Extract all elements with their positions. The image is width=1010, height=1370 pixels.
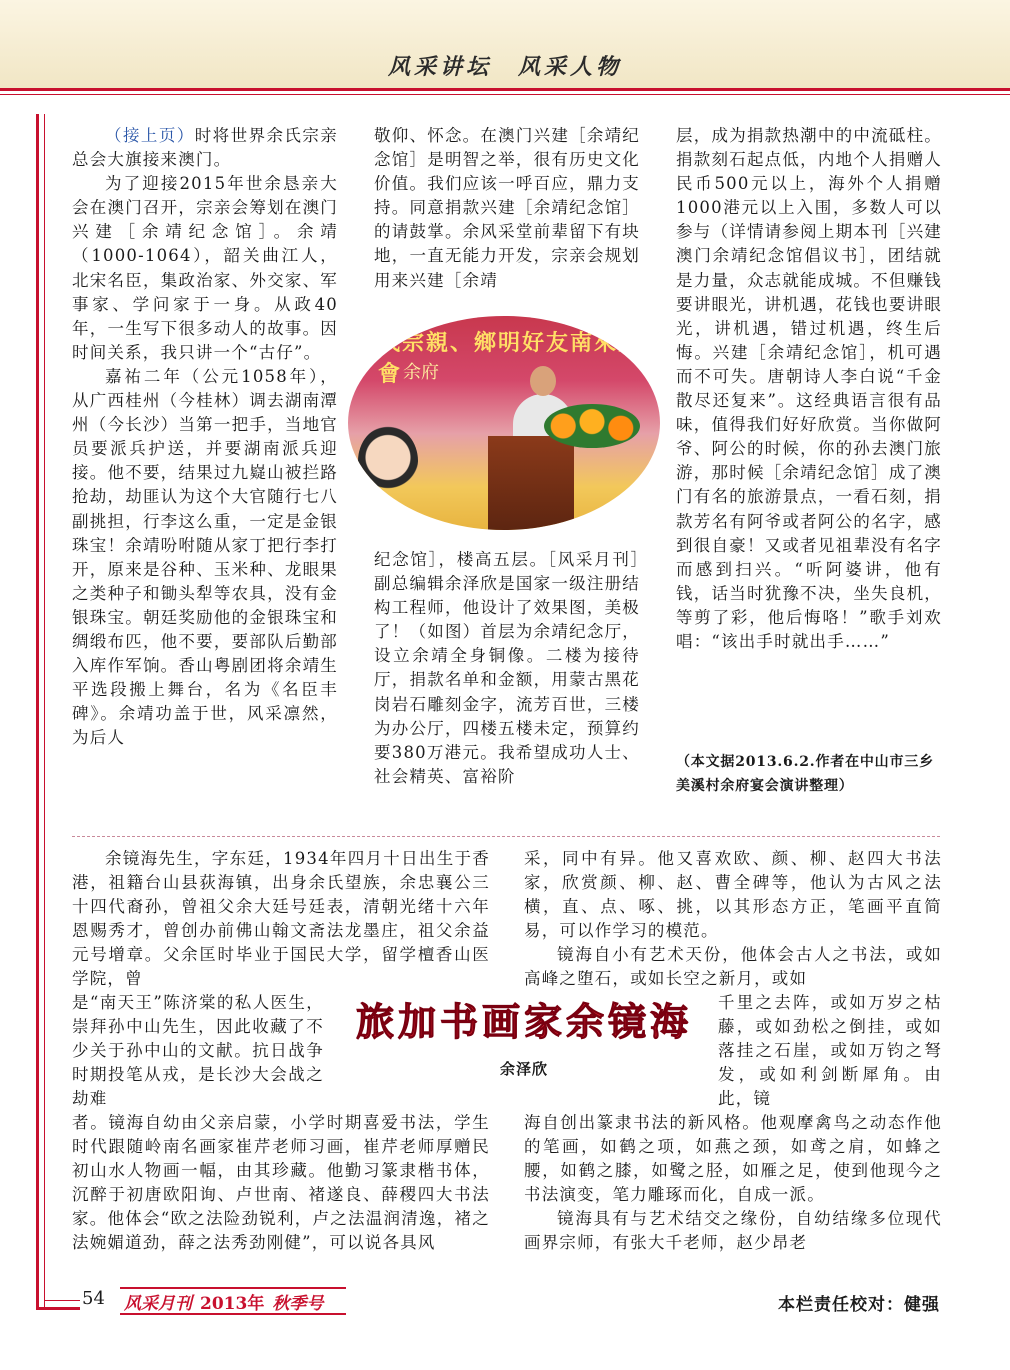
paragraph: 镜海自小有艺术天份，他体会古人之书法，或如高峰之堕石，或如长空之新月，或如 bbox=[524, 945, 942, 989]
article1-citation: （本文据2013.6.2.作者在中山市三乡美溪村余府宴会演讲整理） bbox=[676, 754, 934, 794]
article2-author: 余泽欣 bbox=[499, 1060, 548, 1078]
article2-title: 旅加书画家余镜海 bbox=[355, 998, 692, 1044]
paragraph: 余镜海先生，字东廷，1934年四月十日出生于香港，祖籍台山县荻海镇，出身余氏望族，余忠襄公三十四代裔孙，曾祖父余大廷号廷表，清朝光绪十六年恩赐秀才，曾创办前佛山翰文斋法龙墨庄，祖父余益元号增章。父余匡时毕业于国民大学，留学檀香山医学院，曾 bbox=[72, 849, 490, 989]
article2-left-narrow bbox=[72, 991, 324, 1111]
paragraph: 是“南天王”陈济棠的私人医生，崇拜孙中山先生，因此收藏了不少关于孙中山的文献。抗日战争时期投笔从戎，是长沙大会战之劫难 bbox=[72, 993, 324, 1109]
paragraph: 海自创出篆隶书法的新风格。他观摩禽鸟之动态作他的笔画，如鹤之项，如燕之颈，如鸢之肩，如蜂之腰，如鹤之膝，如鹭之胫，如雁之足，使到他现今之书法演变，笔力雕琢而化，自成一派。 bbox=[524, 1113, 942, 1205]
frame-line bbox=[36, 114, 39, 1310]
paragraph: 敬仰、怀念。在澳门兴建［余靖纪念馆］是明智之举，很有历史文化价值。我们应该一呼百应，鼎力支持。同意捐款兴建［余靖纪念馆］的请鼓掌。余风采堂前辈留下有块地，一直无能力开发，宗亲会规划用来兴建［余靖 bbox=[374, 126, 640, 290]
header-rule bbox=[0, 88, 1010, 91]
paragraph: 时将世界余氏宗亲总会大旗接来澳门。 bbox=[72, 126, 339, 170]
article2-title-box bbox=[338, 988, 710, 1048]
paragraph: 纪念馆］，楼高五层。［风采月刊］副总编辑余泽欣是国家一级注册结构工程师，他设计了效果图，美极了！（如图）首层为余靖纪念厅，设立余靖全身铜像。二楼为接待厅，捐款名单和金额，用蒙古黑花岗岩石雕刻金字，流芳百世，三楼为办公厅，四楼五楼未定，预算约要380万港元。我希望成功人士、社会精英、富裕阶 bbox=[374, 550, 640, 786]
photo-child-figure bbox=[358, 426, 418, 496]
article1-column-2-top bbox=[374, 124, 640, 293]
photo-speaker-head bbox=[530, 366, 556, 396]
paragraph: 采，同中有异。他又喜欢欧、颜、柳、赵四大书法家，欣赏颜、柳、赵、曹全碑等，他认为古风之法横，直、点、啄、挑，以其形态方正，笔画平直简易，可以作学习的模范。 bbox=[524, 849, 942, 941]
page-number: 54 bbox=[82, 1288, 105, 1309]
paragraph: 层，成为捐款热潮中的中流砥柱。捐款刻石起点低，内地个人捐赠人民币500元以上，海外个人捐赠1000港元以上入围，多数人可以参与（详情请参阅上期本刊［兴建澳门余靖纪念馆倡议书］，团结就是力量，众志就能成城。不但赚钱要讲眼光，讲机遇，花钱也要讲眼光，讲机遇，错过机遇，终生后悔。兴建［余靖纪念馆］，机可遇而不可失。唐朝诗人李白说“千金散尽还复来”。这经典语言很有品味，值得我们好好欣赏。当你做阿爷、阿公的时候，你的孙去澳门旅游，那时候［余靖纪念馆］成了澳门有名的旅游景点，一看石刻，捐款芳名有阿爷或者阿公的名字，感到很自豪！又或者见祖辈没有名字而感到扫兴。“听阿婆讲，他有钱，话当时犹豫不决，坐失良机，等剪了彩，他后悔咯！”歌手刘欢唱：“该出手时就出手……” bbox=[676, 126, 942, 651]
article1-column-3 bbox=[676, 124, 942, 654]
paragraph: 镜海具有与艺术结交之缘份，自幼结缘多位现代画界宗师，有张大千老师，赵少昂老 bbox=[524, 1209, 942, 1253]
article-divider bbox=[72, 836, 940, 837]
frame-corner bbox=[36, 1307, 80, 1310]
article1-column-2-bottom bbox=[374, 548, 640, 789]
issue-year: 2013年 bbox=[200, 1293, 265, 1314]
article2-right-top bbox=[524, 847, 942, 992]
frame-corner-thin bbox=[44, 1300, 80, 1301]
magazine-name: 风采月刊 bbox=[124, 1293, 192, 1314]
proofreader-credit: 本栏责任校对：健强 bbox=[778, 1295, 940, 1315]
photo-sign-text: 余府 bbox=[403, 362, 439, 383]
issue-season: 秋季号 bbox=[272, 1293, 324, 1314]
article2-left-top bbox=[72, 847, 490, 992]
header-rule-thin bbox=[0, 94, 1010, 95]
article2-right-bottom bbox=[524, 1111, 942, 1256]
photo-flowers bbox=[544, 404, 640, 448]
section-header-title: 风采讲坛 风采人物 bbox=[387, 54, 622, 80]
article2-right-narrow bbox=[718, 991, 942, 1111]
photo-podium bbox=[488, 436, 574, 530]
paragraph: 为了迎接2015年世余恳亲大会在澳门召开，宗亲会筹划在澳门兴建［余靖纪念馆］。余靖（1000-1064），韶关曲江人，北宋名臣，集政治家、外交家、军事家、学问家于一身。从政40年，一生写下很多动人的故事。因时间关系，我只讲一个“古仔”。 bbox=[72, 174, 338, 362]
paragraph: 千里之去阵，或如万岁之枯藤，或如劲松之倒挂，或如落挂之石崖，或如万钧之弩发，或如利剑断犀角。由此，镜 bbox=[718, 993, 942, 1109]
paragraph: 嘉祐二年（公元1058年），从广西桂州（今桂林）调去湖南潭州（今长沙）当第一把手，当地官员要派兵护送，并要湖南派兵迎接。他不要，结果过九嶷山被拦路抢劫，劫匪认为这个大官随行七八副挑担，行李这么重，一定是金银珠宝！余靖吩咐随从家丁把行李打开，原来是谷种、玉米种、龙眼果之类种子和锄头犁等农具，没有金银珠宝。朝廷奖励他的金银珠宝和绸缎布匹，他不要，要部队后勤部入库作军饷。香山粤剧团将余靖生平选段搬上舞台，名为《名臣丰碑》。余靖功盖于世，风采凛然，为后人 bbox=[72, 366, 338, 748]
article2-left-bottom bbox=[72, 1111, 490, 1256]
footer-magazine-tag bbox=[120, 1287, 346, 1315]
photo-banner-text: 氏宗親、鄉明好友南來聚會 bbox=[378, 330, 643, 387]
paragraph: 者。镜海自幼由父亲启蒙，小学时期喜爱书法，学生时代跟随岭南名画家崔芹老师习画，崔芹老师厚赠民初山水人物画一幅，由其珍藏。他勤习篆隶楷书体，沉醉于初唐欧阳询、卢世南、褚遂良、薛稷四大书法家。他体会“欧之法险劲锐利，卢之法温润清逸，褚之法婉媚道劲，薛之法秀劲刚健”，可以说各具风 bbox=[72, 1113, 490, 1253]
continued-label: （接上页） bbox=[105, 126, 195, 145]
article1-column-1 bbox=[72, 124, 338, 750]
speaker-photo bbox=[348, 316, 660, 530]
frame-line-thin bbox=[44, 114, 45, 1310]
